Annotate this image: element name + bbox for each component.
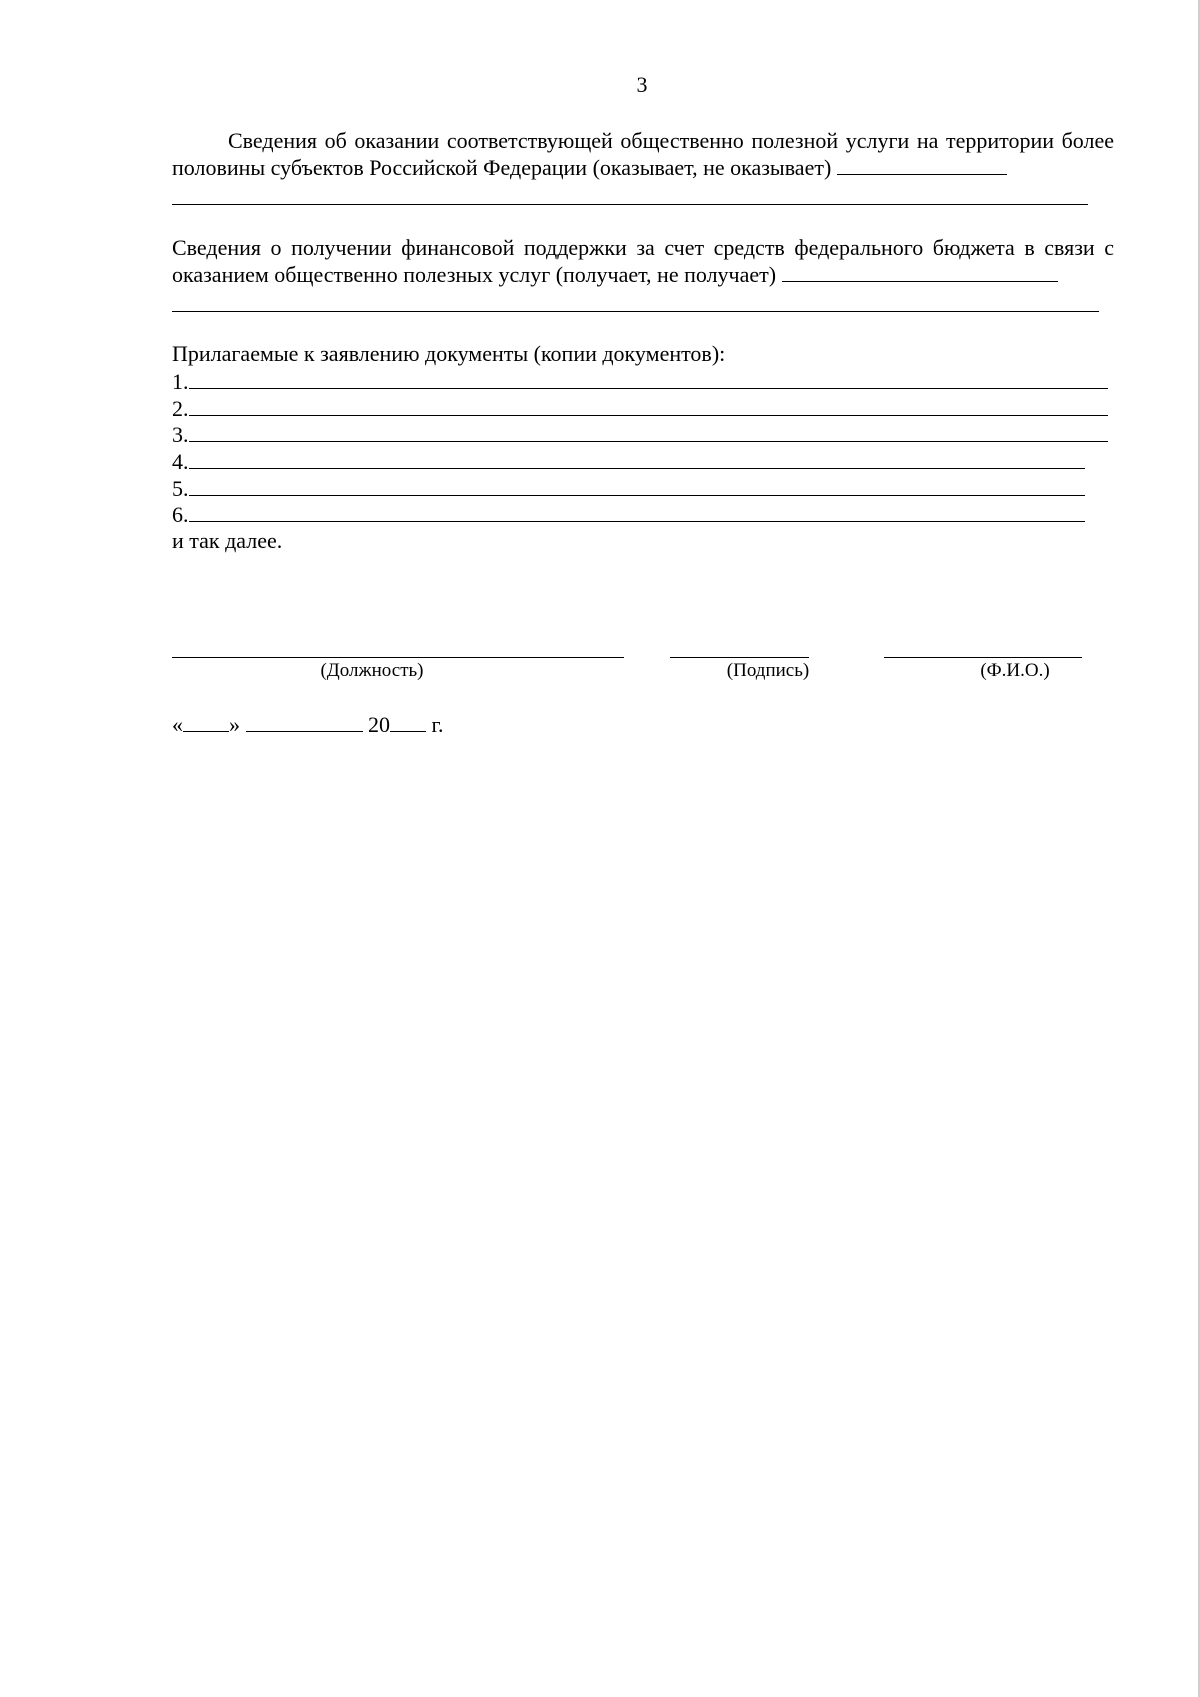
signature-line[interactable] bbox=[670, 657, 809, 658]
date-day-line[interactable] bbox=[183, 711, 229, 732]
date-year-prefix: 20 bbox=[368, 712, 390, 737]
date-field bbox=[172, 711, 444, 738]
service-territory-statement bbox=[172, 128, 1114, 181]
attachment-item bbox=[172, 421, 1108, 448]
service-territory-text: Сведения об оказании соответствующей общественно полезной услуги на территории более половины субъектов Российской Федерации (оказывает, не оказывает) bbox=[172, 128, 1114, 180]
federal-support-answer-line[interactable] bbox=[782, 261, 1058, 282]
attachment-item-number: 3. bbox=[172, 422, 189, 447]
federal-support-text: Сведения о получении финансовой поддержки за счет средств федерального бюджета в связи с оказанием общественно полезных услуг (получает, не получает) bbox=[172, 235, 1114, 287]
attachment-item-number: 4. bbox=[172, 449, 189, 474]
attachment-item-number: 6. bbox=[172, 502, 189, 527]
attachment-item bbox=[172, 448, 1085, 475]
attachment-item-number: 2. bbox=[172, 396, 189, 421]
full-name-line[interactable] bbox=[884, 657, 1082, 658]
federal-support-statement bbox=[172, 235, 1114, 288]
attachment-item bbox=[172, 475, 1085, 502]
signature-caption: (Подпись) bbox=[726, 660, 810, 681]
service-territory-extra-line[interactable] bbox=[172, 204, 1088, 205]
position-line[interactable] bbox=[172, 657, 624, 658]
attachment-item-number: 5. bbox=[172, 476, 189, 501]
attachment-item bbox=[172, 501, 1085, 528]
attachment-item-line[interactable] bbox=[189, 475, 1085, 496]
federal-support-extra-line[interactable] bbox=[172, 311, 1099, 312]
date-close-quote: » bbox=[229, 712, 240, 737]
attachment-item-line[interactable] bbox=[189, 421, 1108, 442]
date-year-suffix: г. bbox=[431, 712, 444, 737]
attachments-tail: и так далее. bbox=[172, 528, 283, 553]
date-year-line[interactable] bbox=[390, 711, 426, 732]
position-caption: (Должность) bbox=[320, 660, 424, 681]
attachment-item-line[interactable] bbox=[189, 448, 1085, 469]
attachment-item-line[interactable] bbox=[189, 368, 1108, 389]
attachment-item bbox=[172, 395, 1108, 422]
service-territory-answer-line[interactable] bbox=[837, 154, 1007, 175]
page-number: 3 bbox=[636, 72, 648, 97]
full-name-caption: (Ф.И.О.) bbox=[980, 660, 1050, 681]
attachment-item-number: 1. bbox=[172, 369, 189, 394]
attachments-heading: Прилагаемые к заявлению документы (копии документов): bbox=[172, 341, 726, 366]
date-open-quote: « bbox=[172, 712, 183, 737]
attachment-item bbox=[172, 368, 1108, 395]
date-month-line[interactable] bbox=[246, 711, 363, 732]
attachment-item-line[interactable] bbox=[189, 501, 1085, 522]
attachment-item-line[interactable] bbox=[189, 395, 1108, 416]
